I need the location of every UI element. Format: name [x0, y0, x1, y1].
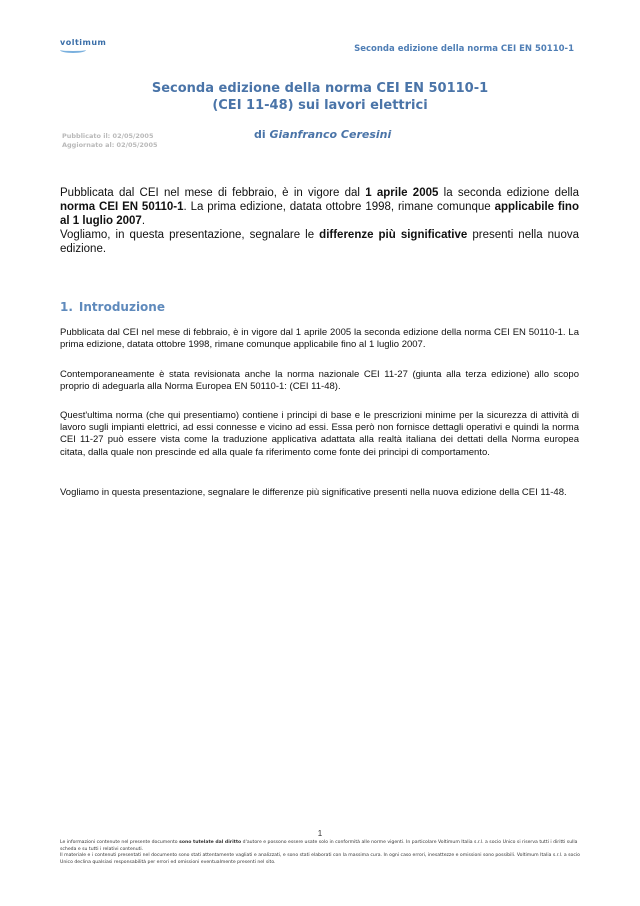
page-number: 1: [317, 829, 323, 838]
intro-text: la seconda edizione della: [438, 187, 579, 199]
published-date: Pubblicato il: 02/05/2005: [62, 132, 154, 140]
footer-bold-text: sono tutelate dal diritto: [179, 840, 242, 845]
intro-paragraph-2: [60, 228, 579, 256]
footer-disclaimer: Il materiale e i contenuti presentati nel documento sono stati attentamente vagliati e analizzati, e sono stati elaborati con la massima cura. In ogni caso errori, inesattezze e omissioni sono possibili. Voltimum Italia s.r.l. a socio Unico declina qualsiasi responsabilità per errori ed omissioni eventualmente presenti nel sito.: [60, 853, 580, 865]
intro-block: [60, 186, 579, 256]
footer-copyright: [60, 840, 580, 853]
intro-text: . La prima edizione, datata ottobre 1998, rimane comunque: [183, 201, 495, 213]
body-paragraph: Quest'ultima norma (che qui presentiamo) contiene i principi di base e le prescrizioni minime per la sicurezza di attività di lavoro sugli impianti elettrici, ad essi connesse e vicino ad essi. Essa però non fornisce dettagli operativi e quindi la norma CEI 11-27 può essere vista come la traduzione applicativa adattata alla realtà italiana dei dettati della Norma europea citata, dalla quale non prescinde ed alla quale fa riferimento come fonte dei principi di comportamento.: [60, 410, 579, 458]
footer-text: d'autore e possono essere usate solo in conformità alle norme vigenti. In particolare Voltimum Italia s.r.l. a socio Unico si riserva tutti i diritti sulla scheda e su tutti i relativi contenuti.: [60, 840, 578, 852]
body-paragraph: Pubblicata dal CEI nel mese di febbraio, è in vigore dal 1 aprile 2005 la seconda edizione della norma CEI EN 50110-1. La prima edizione, datata ottobre 1998, rimane comunque applicabile fino al 1 luglio 2007.: [60, 327, 579, 351]
updated-date: Aggiornato al: 02/05/2005: [62, 141, 158, 149]
running-header-title: Seconda edizione della norma CEI EN 50110-1: [354, 44, 574, 54]
title-line-2: (CEI 11-48) sui lavori elettrici: [212, 98, 428, 113]
voltimum-logo: [60, 38, 106, 47]
section-number: 1.: [60, 300, 73, 314]
author-line: [254, 128, 391, 141]
intro-text: presenti nella nuova edizione.: [60, 229, 579, 255]
logo-swoosh-icon: [60, 47, 86, 53]
intro-paragraph-1: [60, 186, 579, 228]
intro-text: .: [141, 215, 146, 227]
intro-bold-validity: applicabile fino al 1 luglio 2007: [60, 201, 579, 227]
section-title: Introduzione: [78, 300, 165, 314]
document-title: [0, 80, 640, 114]
legal-footer: [60, 840, 580, 866]
footer-text: Le informazioni contenute nel presente documento: [60, 840, 180, 845]
intro-bold-differences: differenze più significative: [319, 229, 468, 241]
title-line-1: Seconda edizione della norma CEI EN 50110-1: [151, 81, 489, 96]
intro-bold-date: 1 aprile 2005: [365, 187, 439, 199]
logo-text: voltimum: [60, 38, 107, 47]
intro-text: Pubblicata dal CEI nel mese di febbraio, è in vigore dal: [60, 187, 366, 199]
body-paragraph: Contemporaneamente è stata revisionata anche la norma nazionale CEI 11-27 (giunta alla terza edizione) allo scopo proprio di adeguarla alla Norma Europea EN 50110-1: (CEI 11-48).: [60, 369, 579, 393]
body-paragraph: Vogliamo in questa presentazione, segnalare le differenze più significative presenti nella nuova edizione della CEI 11-48.: [60, 487, 567, 498]
section-heading: [60, 300, 165, 314]
intro-bold-norm: norma CEI EN 50110-1: [60, 201, 184, 213]
publication-info: [62, 132, 158, 150]
intro-text: Vogliamo, in questa presentazione, segnalare le: [60, 229, 320, 241]
author-name: Gianfranco Ceresini: [269, 128, 392, 141]
author-prefix: di: [254, 128, 266, 141]
